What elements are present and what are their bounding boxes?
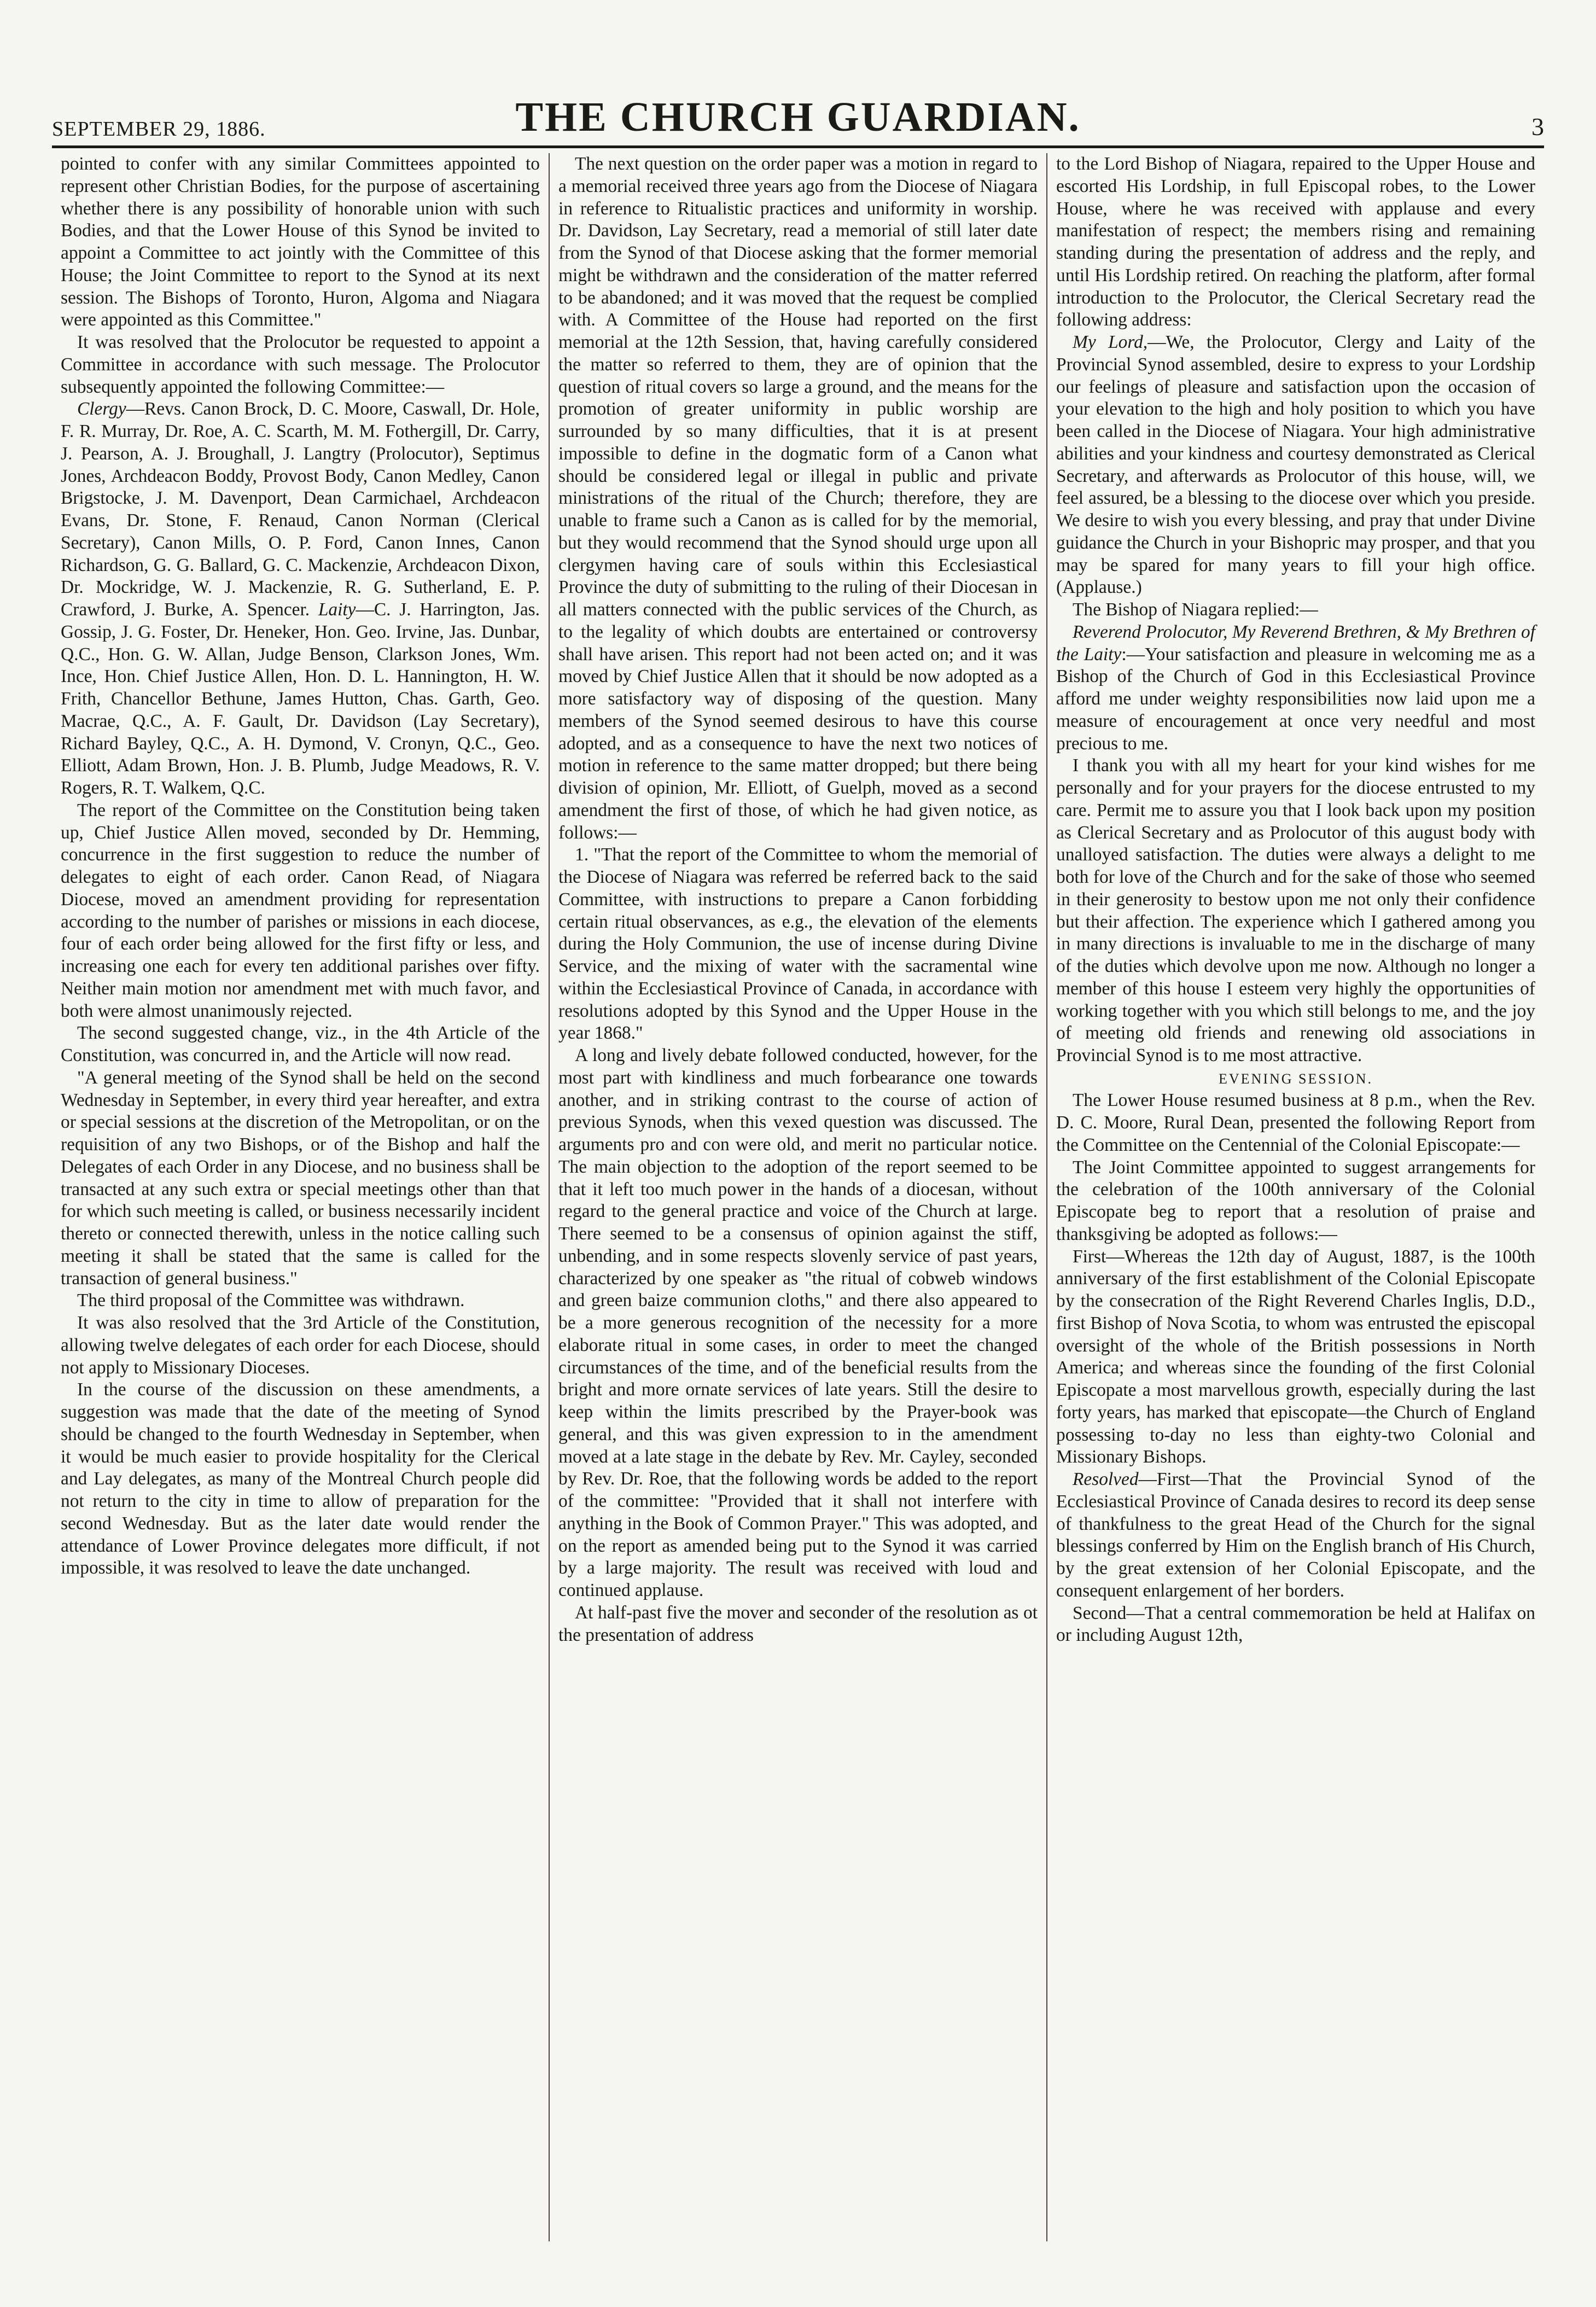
section-heading: EVENING SESSION. [1219, 1070, 1373, 1087]
clergy-names: —Revs. Canon Brock, D. C. Moore, Caswall, Dr. Hole, F. R. Murray, Dr. Roe, A. C. Scarth, M. M. Fothergill, Dr. Carry, J. Pearson, A. J. Broughall, J. Langtry (Prolocutor), Septimus Jones, Archdeacon Boddy, Provost Body, Canon Medley, Canon Brigstocke, J. M. Davenport, Dean Carmichael, Archdeacon Evans, Dr. Stone, F. Renaud, Canon Norman (Clerical Secretary), Canon Mills, O. P. Ford, Canon Innes, Canon Richardson, G. G. Ballard, G. C. Mackenzie, Archdeacon Dixon, Dr. Mockridge, W. J. Mackenzie, R. G. Sutherland, E. P. Crawford, J. Burke, A. Spencer. [61, 399, 540, 620]
quoted-article: "A general meeting of the Synod shall be held on the second Wednesday in September, in every third year hereafter, and extra or special sessions at the discretion of the Metropolitan, or on the requisition of any two Bishops, or of the Bishop and half the Delegates of each Order in any Diocese, and no business shall be transacted at any such extra or special meetings other than that for which such meeting is called, or business necessarily incident thereto or connected therewith, unless in the notice calling such meeting it shall be stated that the same is called for the transaction of general business." [61, 1067, 540, 1289]
page-number: 3 [1531, 113, 1544, 141]
paragraph: The Joint Committee appointed to suggest arrangements for the celebration of the 100th anniversary of the Colonial Episcopate beg to report that a resolution of praise and thanksgiving be adopted as follows:— [1056, 1157, 1535, 1244]
paragraph: In the course of the discussion on these amendments, a suggestion was made that the date of the meeting of Synod should be changed to the fourth Wednesday in September, when it would be much easier to provide hospitality for the Clerical and Lay delegates, as many of the Montreal Church people did not return to the city in time to allow of preparation for the second Wednesday. But as the later date would render the attendance of Lower Province delegates more difficult, if not impossible, it was resolved to leave the date unchanged. [61, 1379, 540, 1578]
address-body: —We, the Prolocutor, Clergy and Laity of the Provincial Synod assembled, desire to express to your Lordship our feelings of pleasure and satisfaction upon the occasion of your elevation to the high and holy position to which you have been called in the Diocese of Niagara. Your high administrative abilities and your kindness and courtesy demonstrated as Clerical Secretary, and afterwards as Prolocutor of this house, will, we feel assured, be a blessing to the diocese over which you preside. We desire to wish you every blessing, and pray that under Divine guidance the Church in your Bishopric may prosper, and that you may be spared for many years to fill your high office. (Applause.) [1056, 332, 1536, 598]
paragraph: pointed to confer with any similar Committees appointed to represent other Christian Bodies, for the purpose of ascertaining whether there is any possibility of honorable union with such Bodies, and that the Lower House of this Synod be invited to appoint a Committee to act jointly with the Committee of this House; the Joint Committee to report to the Synod at its next session. The Bishops of Toronto, Huron, Algoma and Niagara were appointed as this Committee." [61, 154, 540, 330]
paragraph: The Lower House resumed business at 8 p.m., when the Rev. D. C. Moore, Rural Dean, presented the following Report from the Committee on the Centennial of the Colonial Episcopate:— [1056, 1090, 1535, 1155]
paragraph: Second—That a central commemoration be held at Halifax on or including August 12th, [1056, 1603, 1535, 1646]
paragraph: A long and lively debate followed conducted, however, for the most part with kindliness and much forbearance one towards another, and in striking contrast to the course of action of previous Synods, when this vexed question was discussed. The arguments pro and con were old, and merit no particular notice. The main objection to the adoption of the report seemed to be that it left too much power in the hands of a diocesan, without regard to the general practice and voice of the Church at large. There seemed to be a consensus of opinion against the stiff, unbending, and in some respects slovenly service of past years, characterized by one speaker as "the ritual of cobweb windows and green baize communion cloths," and there also appeared to be a more generous recognition of the necessity for a more elaborate ritual in some cases, in order to meet the changed circumstances of the time, and of the beneficial results from the bright and more ornate services of late years. Still the desire to keep within the limits prescribed by the Prayer-book was general, and this was given expression to in the amendment moved at a late stage in the debate by Rev. Mr. Cayley, seconded by Rev. Dr. Roe, that the following words be added to the report of the committee: "Provided that it shall not interfere with anything in the Book of Common Prayer." This was adopted, and on the report as amended being put to the Synod it was carried by a large majority. The result was received with loud and continued applause. [558, 1045, 1038, 1600]
paragraph: It was resolved that the Prolocutor be requested to appoint a Committee in accordance with such message. The Prolocutor subsequently appointed the following Committee:— [61, 332, 540, 397]
paragraph: I thank you with all my heart for your kind wishes for me personally and for your prayers for the diocese entrusted to my care. Permit me to assure you that I look back upon my position as Clerical Secretary and as Prolocutor of this august body with unalloyed satisfaction. The duties were always a delight to me both for love of the Church and for the sake of those who seemed in their generosity to bestow upon me not only their confidence but their affection. The experience which I gathered among you in many directions is invaluable to me in the discharge of many of the duties which devolve upon me now. Although no longer a member of this house I esteem very highly the opportunities of working together with you which still belongs to me, and the joy of meeting old friends and renewing old associations in Provincial Synod is to me most attractive. [1056, 755, 1535, 1065]
reply-body: :—Your satisfaction and pleasure in welcoming me as a Bishop of the Church of God in this Ecclesiastical Province afford me under weighty responsibilities now laid upon me a measure of encouragement at once very needful and most precious to me. [1056, 644, 1535, 754]
masthead [52, 92, 1544, 148]
laity-label: Laity [318, 599, 356, 620]
resolution-body: —First—That the Provincial Synod of the Ecclesiastical Province of Canada desires to record its deep sense of thankfulness to the great Head of the Church for the signal blessings conferred by Him on the English branch of His Church, by the great extension of her Colonial Episcopate, and the consequent enlargement of her borders. [1056, 1469, 1535, 1601]
salutation: My Lord, [1073, 332, 1148, 352]
paragraph: At half-past five the mover and seconder of the resolution as ot the presentation of address [558, 1602, 1038, 1645]
reply-text [1056, 621, 1535, 755]
paragraph: The report of the Committee on the Constitution being taken up, Chief Justice Allen moved, seconded by Dr. Hemming, concurrence in the first suggestion to reduce the number of delegates to eight of each order. Canon Read, of Niagara Diocese, moved an amendment providing for representation according to the number of parishes or missions in each diocese, four of each order being allowed for the first fifty or less, and increasing one each for every ten additional parishes over fifty. Neither main motion nor amendment met with much favor, and both were almost unanimously rejected. [61, 800, 540, 1021]
paragraph: The next question on the order paper was a motion in regard to a memorial received three years ago from the Diocese of Niagara in reference to Ritualistic practices and uniformity in worship. Dr. Davidson, Lay Secretary, read a memorial of still later date from the Synod of that Diocese asking that the former memorial might be withdrawn and the consideration of the matter referred to be abandoned; and it was moved that the request be complied with. A Committee of the House had reported on the first memorial at the 12th Session, that, having carefully considered the matter so referred to them, they are of opinion that the question of ritual covers so large a ground, and the means for the promotion of greater uniformity in public worship are surrounded by so many difficulties, that it is at present impossible to define in the dogmatic form of a Canon what should be considered legal or illegal in public and private ministrations of the ritual of the Church; therefore, they are unable to frame such a Canon as is called for by the memorial, but they would recommend that the Synod should urge upon all clergymen having care of souls within this Ecclesiastical Province the duty of submitting to the ruling of their Diocesan in all matters connected with the public services of the Church, as to the legality of which doubts are entertained or controversy shall have arisen. This report had not been acted on; and it was moved by Chief Justice Allen that it should be now adopted as a more satisfactory way of disposing of the question. Many members of the Synod seemed desirous to have this course adopted, and as a consequence to have the next two notices of motion in reference to the same matter dropped; but there being division of opinion, Mr. Elliott, of Guelph, moved as a second amendment the first of those, of which he had given notice, as follows:— [558, 154, 1038, 843]
column-2 [549, 153, 1046, 2241]
paragraph: The third proposal of the Committee was withdrawn. [77, 1290, 465, 1311]
article-columns [52, 153, 1544, 2241]
salutation: Reverend Prolocutor, My Reverend Brethren, & My Brethren of the Laity [1056, 621, 1535, 665]
paragraph: First—Whereas the 12th day of August, 1887, is the 100th anniversary of the first establishment of the Colonial Episcopate by the consecration of the Right Reverend Charles Inglis, D.D., first Bishop of Nova Scotia, to whom was entrusted the episcopal oversight of the whole of the British possessions in North America; and whereas since the founding of the first Colonial Episcopate a most marvellous growth, especially during the last forty years, has marked that episcopate—the Church of England possessing to-day no less than eighty-two Colonial and Missionary Bishops. [1056, 1246, 1535, 1467]
address-text [1056, 331, 1535, 599]
column-1 [52, 153, 549, 2241]
resolution [1056, 1469, 1535, 1603]
column-3 [1046, 153, 1544, 2241]
motion-text: 1. "That the report of the Committee to whom the memorial of the Diocese of Niagara was referred be referred back to the said Committee, with instructions to prepare a Canon forbidding certain ritual observances, as e.g., the elevation of the elements during the Holy Communion, the use of incense during Divine Service, and the mixing of water with the sacramental wine within the Ecclesiastical Province of Canada, in accordance with resolutions adopted by this Synod and the Upper House in the year 1868." [558, 844, 1038, 1044]
paragraph: to the Lord Bishop of Niagara, repaired to the Upper House and escorted His Lordship, in full Episcopal robes, to the Lower House, where he was received with applause and every manifestation of respect; the members rising and remaining standing during the presentation of address and the reply, and until His Lordship retired. On reaching the platform, after formal introduction to the Prolocutor, the Clerical Secretary read the following address: [1056, 154, 1535, 330]
committee-list [61, 398, 540, 800]
paragraph: The Bishop of Niagara replied:— [1073, 599, 1318, 620]
paragraph: It was also resolved that the 3rd Article of the Constitution, allowing twelve delegates of each order for each Diocese, should not apply to Missionary Dioceses. [61, 1313, 540, 1378]
paragraph: The second suggested change, viz., in the 4th Article of the Constitution, was concurred in, and the Article will now read. [61, 1023, 540, 1065]
clergy-label: Clergy [77, 399, 126, 420]
resolved-label: Resolved [1073, 1469, 1139, 1490]
laity-names: —C. J. Harrington, Jas. Gossip, J. G. Foster, Dr. Heneker, Hon. Geo. Irvine, Jas. Dunbar, Q.C., Hon. G. W. Allan, Judge Benson, Clarkson Jones, Wm. Ince, Hon. Chief Justice Allen, Hon. D. L. Hannington, H. W. Frith, Chancellor Bethune, James Hutton, Chas. Garth, Geo. Macrae, Q.C., A. F. Gault, Dr. Davidson (Lay Secretary), Richard Bayley, Q.C., A. H. Dymond, V. Cronyn, Q.C., Geo. Elliott, Adam Brown, Hon. J. B. Plumb, Judge Meadows, R. V. Rogers, R. T. Walkem, Q.C. [61, 599, 540, 798]
newspaper-title: THE CHURCH GUARDIAN. [515, 94, 1081, 140]
issue-date: SEPTEMBER 29, 1886. [52, 118, 266, 141]
